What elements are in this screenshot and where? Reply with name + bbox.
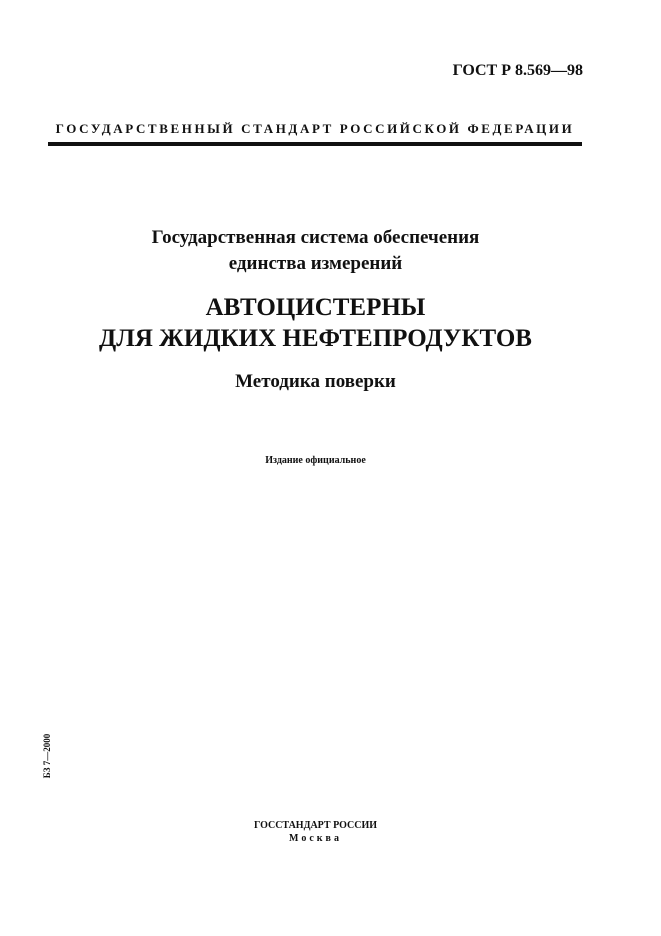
gost-code: ГОСТ Р 8.569—98 <box>452 62 583 79</box>
publisher-block <box>0 819 631 845</box>
publisher-city: Москва <box>289 833 342 844</box>
edition-note: Издание официальное <box>265 455 366 466</box>
main-title <box>0 292 631 354</box>
main-title-line2: ДЛЯ ЖИДКИХ НЕФТЕПРОДУКТОВ <box>99 325 532 352</box>
heading-rule <box>48 142 582 146</box>
series-title-line2: единства измерений <box>228 253 403 274</box>
publisher-name: ГОССТАНДАРТ РОССИИ <box>253 820 378 831</box>
series-title-line1: Государственная система обеспечения <box>151 227 480 248</box>
subtitle: Методика поверки <box>235 371 396 392</box>
side-code-text: БЗ 7—2000 <box>42 733 52 779</box>
main-title-line1: АВТОЦИСТЕРНЫ <box>205 294 426 321</box>
series-title <box>0 225 631 277</box>
state-standard-heading: ГОСУДАРСТВЕННЫЙ СТАНДАРТ РОССИЙСКОЙ ФЕДЕРАЦИИ <box>55 121 575 136</box>
